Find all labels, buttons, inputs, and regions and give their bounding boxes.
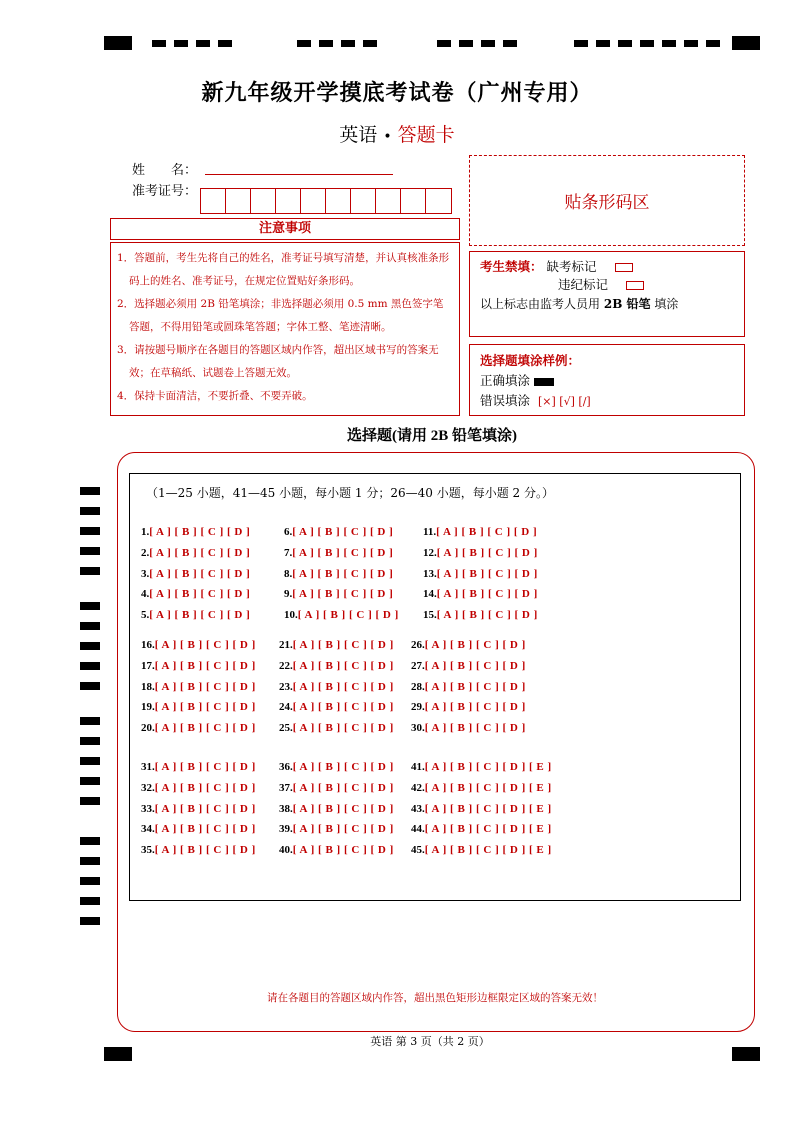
- answer-options[interactable]: [ A ] [ B ] [ C ] [ D ]: [436, 546, 538, 559]
- timing-mark: [503, 40, 517, 47]
- timing-mark: [341, 40, 355, 47]
- notice-title: 注意事项: [110, 218, 460, 240]
- question-item: [411, 782, 552, 794]
- page-number: 英语 第 3 页（共 2 页）: [370, 1035, 490, 1048]
- sample-title: 选择题填涂样例：: [480, 353, 581, 368]
- question-number: 19.: [141, 701, 155, 714]
- question-item: [279, 823, 394, 835]
- question-item: [141, 844, 256, 856]
- card-label: 答题卡: [397, 124, 455, 146]
- question-number: 9.: [284, 588, 293, 601]
- id-label: 准考证号：: [132, 184, 198, 199]
- question-item: [141, 526, 250, 538]
- timing-mark: [706, 40, 720, 47]
- answer-options[interactable]: [ A ] [ B ] [ C ] [ D ]: [436, 609, 538, 622]
- answer-options[interactable]: [ A ] [ B ] [ C ] [ D ]: [424, 680, 526, 693]
- question-item: [141, 639, 256, 651]
- answer-options[interactable]: [ A ] [ B ] [ C ] [ D ]: [292, 588, 394, 601]
- question-item: [411, 722, 526, 734]
- timing-mark: [80, 757, 100, 765]
- question-number: 7.: [284, 546, 293, 559]
- corner-mark-top-right: [732, 36, 760, 50]
- id-digit-box[interactable]: [426, 189, 451, 213]
- question-number: 24.: [279, 701, 293, 714]
- question-item: [279, 701, 394, 713]
- timing-mark: [80, 857, 100, 865]
- examiner-only-box: [469, 251, 745, 337]
- timing-mark: [80, 567, 100, 575]
- id-digit-box[interactable]: [201, 189, 226, 213]
- question-number: 26.: [411, 639, 425, 651]
- question-number: 20.: [141, 722, 155, 735]
- question-number: 5.: [141, 609, 150, 622]
- timing-mark: [80, 642, 100, 650]
- answer-options[interactable]: [ A ] [ B ] [ C ] [ D ]: [292, 680, 394, 693]
- timing-mark: [152, 40, 166, 47]
- timing-mark: [363, 40, 377, 47]
- question-item: [284, 609, 399, 621]
- timing-mark: [80, 507, 100, 515]
- answer-options[interactable]: [ A ] [ B ] [ C ] [ D ]: [436, 567, 538, 580]
- answer-options[interactable]: [ A ] [ B ] [ C ] [ D ]: [424, 701, 526, 714]
- timing-mark: [218, 40, 232, 47]
- subject-label: 英语: [339, 124, 378, 146]
- question-number: 17.: [141, 659, 155, 672]
- timing-mark: [80, 797, 100, 805]
- answer-options[interactable]: [ A ] [ B ] [ C ] [ D ]: [149, 546, 251, 559]
- answer-options[interactable]: [ A ] [ B ] [ C ] [ D ]: [424, 659, 526, 672]
- question-item: [141, 660, 256, 672]
- question-number: 27.: [411, 659, 425, 672]
- timing-mark: [80, 877, 100, 885]
- question-number: 39.: [279, 823, 293, 836]
- notice-item: 3．请按题号顺序在各题目的答题区域内作答，超出区域书写的答案无效；在草稿纸、试题卷上答题无效。: [117, 344, 439, 379]
- answer-options[interactable]: [ A ] [ B ] [ C ] [ D ]: [154, 680, 256, 693]
- question-item: [284, 526, 393, 538]
- question-item: [423, 568, 538, 580]
- question-number: 6.: [284, 526, 293, 538]
- question-number: 4.: [141, 588, 150, 601]
- question-item: [141, 588, 250, 600]
- timing-mark: [196, 40, 210, 47]
- question-item: [411, 639, 526, 651]
- wrong-fill-label: 错误填涂: [480, 393, 531, 408]
- wrong-fill-marks: [×] [√] [/]: [538, 395, 591, 408]
- answer-options[interactable]: [ A ] [ B ] [ C ] [ D ]: [154, 722, 256, 735]
- answer-options[interactable]: [ A ] [ B ] [ C ] [ D ]: [424, 639, 526, 651]
- timing-mark: [80, 777, 100, 785]
- timing-mark: [618, 40, 632, 47]
- answer-options[interactable]: [ A ] [ B ] [ C ] [ D ]: [149, 588, 251, 601]
- answer-options[interactable]: [ A ] [ B ] [ C ] [ D ]: [436, 588, 538, 601]
- question-number: 30.: [411, 722, 425, 735]
- question-item: [423, 609, 538, 621]
- question-number: 42.: [411, 781, 425, 794]
- answer-options[interactable]: [ A ] [ B ] [ C ] [ D ] [ E ]: [424, 844, 552, 857]
- question-item: [411, 681, 526, 693]
- question-number: 1.: [141, 526, 150, 538]
- timing-mark: [574, 40, 588, 47]
- question-number: 36.: [279, 761, 293, 773]
- question-item: [411, 660, 526, 672]
- id-number-boxes[interactable]: [200, 188, 452, 214]
- answer-options[interactable]: [ A ] [ B ] [ C ] [ D ]: [149, 526, 251, 538]
- timing-mark: [80, 487, 100, 495]
- answer-options[interactable]: [ A ] [ B ] [ C ] [ D ]: [292, 844, 394, 857]
- answer-options[interactable]: [ A ] [ B ] [ C ] [ D ]: [154, 802, 256, 815]
- question-item: [284, 547, 393, 559]
- question-item: [284, 588, 393, 600]
- question-item: [141, 761, 256, 773]
- question-number: 45.: [411, 844, 425, 857]
- question-item: [411, 701, 526, 713]
- question-number: 29.: [411, 701, 425, 714]
- question-item: [141, 803, 256, 815]
- question-item: [423, 526, 537, 538]
- exam-title: 新九年级开学摸底考试卷（广州专用）: [201, 80, 593, 106]
- corner-mark-bottom-right: [732, 1047, 760, 1061]
- answer-options[interactable]: [ A ] [ B ] [ C ] [ D ]: [297, 609, 399, 622]
- name-label: 姓 名：: [132, 163, 198, 178]
- question-number: 14.: [423, 588, 437, 601]
- question-number: 41.: [411, 761, 425, 773]
- correct-fill-label: 正确填涂: [480, 373, 531, 388]
- question-number: 18.: [141, 680, 155, 693]
- timing-mark: [80, 917, 100, 925]
- notice-item: 2．选择题必须用 2B 铅笔填涂；非选择题必须用 0.5 mm 黑色签字笔答题，不得用铅笔或圆珠笔答题；字体工整、笔迹清晰。: [117, 298, 444, 333]
- id-digit-box[interactable]: [276, 189, 301, 213]
- answer-options[interactable]: [ A ] [ B ] [ C ] [ D ] [ E ]: [424, 802, 552, 815]
- notice-body: [110, 242, 460, 416]
- question-number: 33.: [141, 802, 155, 815]
- answer-options[interactable]: [ A ] [ B ] [ C ] [ D ]: [292, 701, 394, 714]
- answer-options[interactable]: [ A ] [ B ] [ C ] [ D ]: [154, 781, 256, 794]
- timing-mark: [80, 717, 100, 725]
- question-number: 40.: [279, 844, 293, 857]
- timing-mark: [80, 527, 100, 535]
- question-number: 3.: [141, 567, 150, 580]
- answer-options[interactable]: [ A ] [ B ] [ C ] [ D ] [ E ]: [424, 781, 552, 794]
- question-number: 35.: [141, 844, 155, 857]
- question-item: [411, 803, 552, 815]
- timing-mark: [319, 40, 333, 47]
- id-digit-box[interactable]: [301, 189, 326, 213]
- question-item: [411, 761, 552, 773]
- question-item: [279, 761, 394, 773]
- question-item: [141, 823, 256, 835]
- question-item: [411, 823, 552, 835]
- timing-mark: [80, 622, 100, 630]
- ban-note-bold: 2B 铅笔: [603, 297, 651, 311]
- notice-item: 4．保持卡面清洁，不要折叠、不要弄破。: [117, 390, 313, 402]
- question-item: [279, 844, 394, 856]
- question-item: [423, 547, 538, 559]
- corner-mark-top-left: [104, 36, 132, 50]
- question-item: [423, 588, 538, 600]
- timing-mark: [662, 40, 676, 47]
- timing-mark: [640, 40, 654, 47]
- barcode-area: 贴条形码区: [469, 155, 745, 246]
- answer-options[interactable]: [ A ] [ B ] [ C ] [ D ]: [292, 802, 394, 815]
- question-number: 11.: [423, 526, 437, 538]
- answer-options[interactable]: [ A ] [ B ] [ C ] [ D ]: [154, 701, 256, 714]
- question-number: 34.: [141, 823, 155, 836]
- question-item: [141, 681, 256, 693]
- question-number: 12.: [423, 546, 437, 559]
- question-item: [411, 844, 552, 856]
- timing-mark: [459, 40, 473, 47]
- absent-label: 缺考标记: [546, 259, 597, 274]
- timing-mark: [80, 662, 100, 670]
- answer-options[interactable]: [ A ] [ B ] [ C ] [ D ]: [154, 761, 256, 773]
- card-subtitle: [0, 120, 794, 147]
- question-number: 31.: [141, 761, 155, 773]
- timing-mark: [297, 40, 311, 47]
- question-item: [141, 609, 250, 621]
- id-digit-box[interactable]: [326, 189, 351, 213]
- answer-options[interactable]: [ A ] [ B ] [ C ] [ D ]: [292, 823, 394, 836]
- id-digit-box[interactable]: [251, 189, 276, 213]
- question-number: 13.: [423, 567, 437, 580]
- answer-options[interactable]: [ A ] [ B ] [ C ] [ D ]: [292, 526, 394, 538]
- question-number: 44.: [411, 823, 425, 836]
- question-item: [141, 547, 250, 559]
- question-item: [279, 681, 394, 693]
- ban-note-suffix: 填涂: [654, 297, 679, 311]
- timing-mark: [80, 547, 100, 555]
- question-number: 16.: [141, 639, 155, 651]
- question-item: [279, 803, 394, 815]
- section-title: 选择题(请用 2B 铅笔填涂): [347, 428, 517, 444]
- violation-label: 违纪标记: [558, 277, 609, 292]
- answer-options[interactable]: [ A ] [ B ] [ C ] [ D ] [ E ]: [424, 823, 552, 836]
- answer-options[interactable]: [ A ] [ B ] [ C ] [ D ]: [292, 639, 394, 651]
- timing-mark: [80, 602, 100, 610]
- timing-mark: [437, 40, 451, 47]
- timing-mark: [80, 737, 100, 745]
- answer-options[interactable]: [ A ] [ B ] [ C ] [ D ]: [292, 761, 394, 773]
- question-item: [141, 568, 250, 580]
- ban-title: 考生禁填：: [480, 259, 543, 274]
- answer-options[interactable]: [ A ] [ B ] [ C ] [ D ]: [292, 722, 394, 735]
- question-item: [279, 782, 394, 794]
- corner-mark-bottom-left: [104, 1047, 132, 1061]
- question-number: 23.: [279, 680, 293, 693]
- notice-item: 1．答题前，考生先将自己的姓名，准考证号填写清楚，并认真核准条形码上的姓名、准考证号，在规定位置贴好条形码。: [117, 252, 450, 287]
- fill-sample-box: [469, 344, 745, 416]
- answer-options[interactable]: [ A ] [ B ] [ C ] [ D ]: [292, 567, 394, 580]
- violation-mark-box[interactable]: [626, 281, 644, 290]
- timing-mark: [174, 40, 188, 47]
- timing-mark: [80, 897, 100, 905]
- answer-options[interactable]: [ A ] [ B ] [ C ] [ D ]: [436, 526, 538, 538]
- question-number: 21.: [279, 639, 293, 651]
- question-number: 8.: [284, 567, 293, 580]
- question-number: 22.: [279, 659, 293, 672]
- question-item: [141, 701, 256, 713]
- question-number: 2.: [141, 546, 150, 559]
- answer-options[interactable]: [ A ] [ B ] [ C ] [ D ]: [154, 659, 256, 672]
- answer-options[interactable]: [ A ] [ B ] [ C ] [ D ]: [292, 781, 394, 794]
- scoring-instruction: （1—25 小题，41—45 小题，每小题 1 分；26—40 小题，每小题 2 分。）: [146, 486, 554, 500]
- absent-mark-box[interactable]: [615, 263, 633, 272]
- question-item: [279, 639, 394, 651]
- timing-mark: [80, 682, 100, 690]
- question-item: [284, 568, 393, 580]
- answer-options[interactable]: [ A ] [ B ] [ C ] [ D ]: [149, 609, 251, 622]
- question-number: 15.: [423, 609, 437, 622]
- answer-options[interactable]: [ A ] [ B ] [ C ] [ D ]: [424, 722, 526, 735]
- subtitle-separator: •: [383, 129, 392, 145]
- question-number: 25.: [279, 722, 293, 735]
- answer-options[interactable]: [ A ] [ B ] [ C ] [ D ]: [154, 844, 256, 857]
- question-item: [279, 722, 394, 734]
- timing-mark: [481, 40, 495, 47]
- id-digit-box[interactable]: [351, 189, 376, 213]
- area-warning: 请在各题目的答题区域内作答，超出黑色矩形边框限定区域的答案无效！: [267, 992, 603, 1004]
- id-digit-box[interactable]: [376, 189, 401, 213]
- id-digit-box[interactable]: [401, 189, 426, 213]
- answer-options[interactable]: [ A ] [ B ] [ C ] [ D ]: [292, 546, 394, 559]
- question-number: 43.: [411, 802, 425, 815]
- timing-mark: [80, 837, 100, 845]
- question-number: 28.: [411, 680, 425, 693]
- question-number: 32.: [141, 781, 155, 794]
- timing-mark: [684, 40, 698, 47]
- question-item: [141, 722, 256, 734]
- id-digit-box[interactable]: [226, 189, 251, 213]
- answer-options[interactable]: [ A ] [ B ] [ C ] [ D ]: [292, 659, 394, 672]
- correct-fill-mark: [534, 378, 554, 386]
- question-item: [279, 660, 394, 672]
- answer-options[interactable]: [ A ] [ B ] [ C ] [ D ] [ E ]: [424, 761, 552, 773]
- ban-note-prefix: 以上标志由监考人员用: [480, 297, 601, 311]
- question-number: 37.: [279, 781, 293, 794]
- question-item: [141, 782, 256, 794]
- answer-options[interactable]: [ A ] [ B ] [ C ] [ D ]: [154, 823, 256, 836]
- answer-options[interactable]: [ A ] [ B ] [ C ] [ D ]: [154, 639, 256, 651]
- answer-options[interactable]: [ A ] [ B ] [ C ] [ D ]: [149, 567, 251, 580]
- question-number: 10.: [284, 609, 298, 622]
- timing-mark: [596, 40, 610, 47]
- question-number: 38.: [279, 802, 293, 815]
- name-field[interactable]: [205, 174, 393, 175]
